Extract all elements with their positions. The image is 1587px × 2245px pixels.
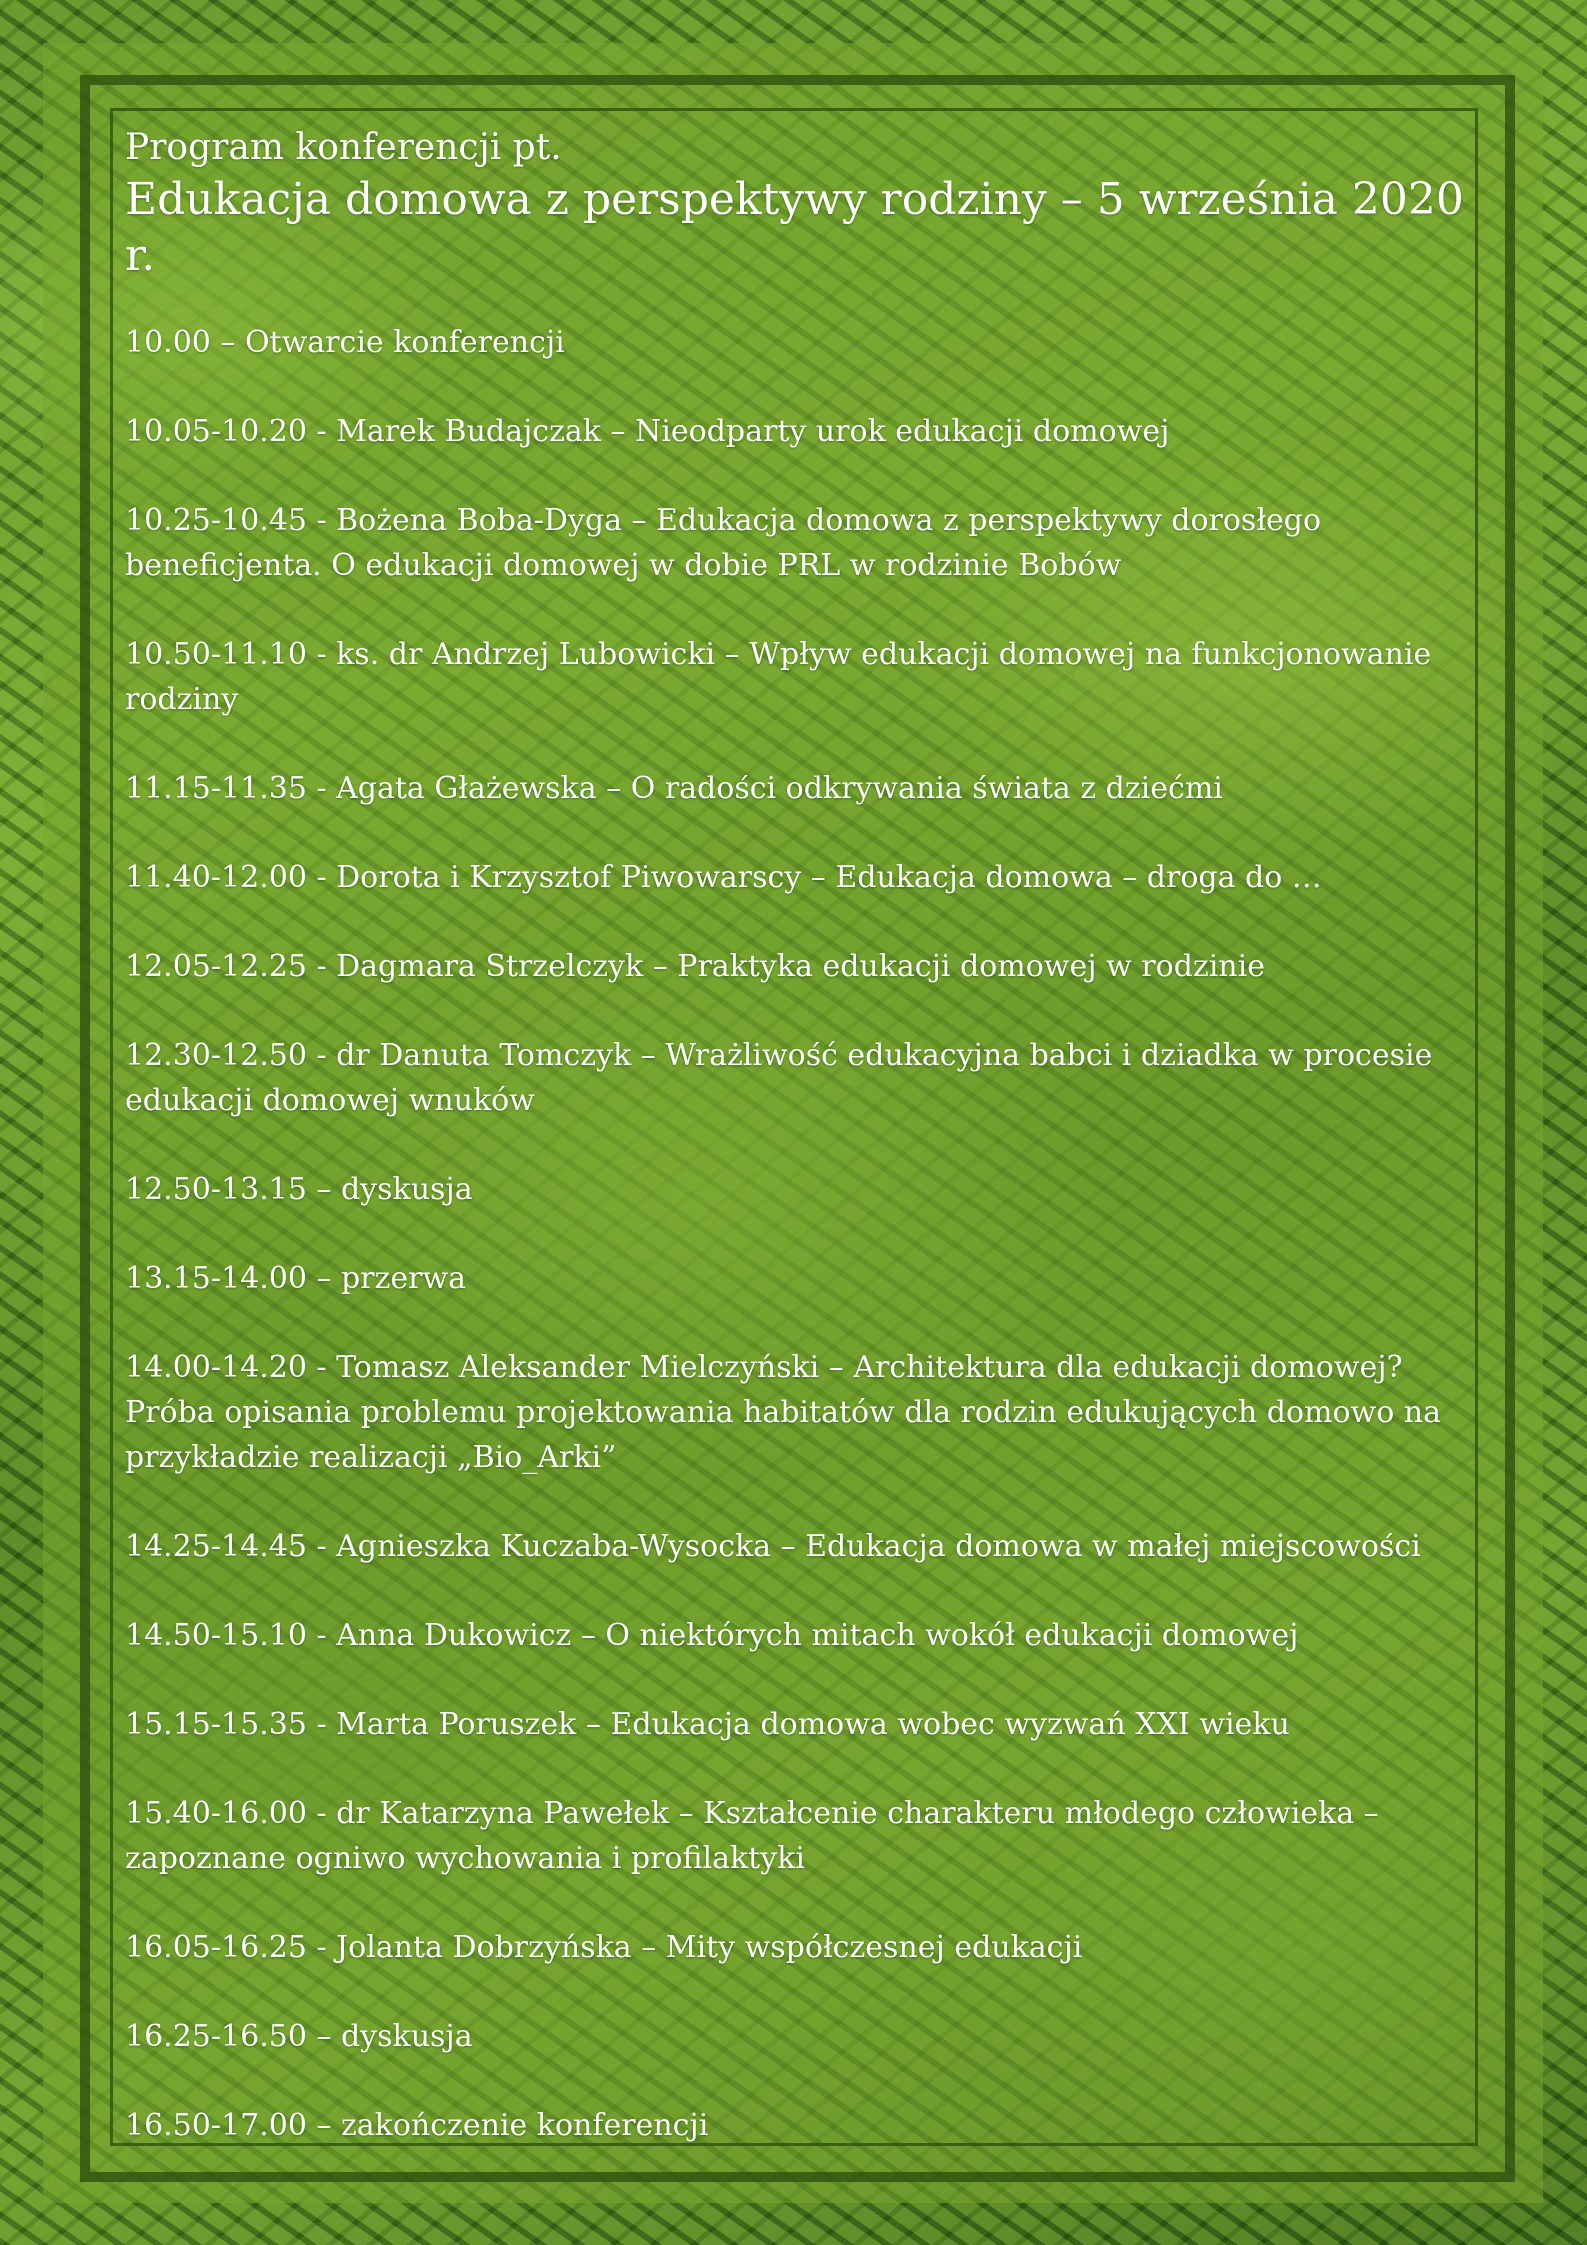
program-item: 16.25-16.50 – dyskusja [125, 2019, 473, 2054]
program-item: 15.40-16.00 - dr Katarzyna Pawełek – Kształcenie charakteru młodego człowieka – zapoznane ogniwo wychowania i profilaktyki [125, 1796, 1379, 1876]
program-item: 16.50-17.00 – zakończenie konferencji [125, 2108, 709, 2143]
program-subtitle: Program konferencji pt. [125, 127, 562, 168]
program-item: 11.15-11.35 - Agata Głażewska – O radości odkrywania świata z dziećmi [125, 771, 1223, 806]
program-item: 16.05-16.25 - Jolanta Dobrzyńska – Mity współczesnej edukacji [125, 1930, 1083, 1965]
program-item: 14.00-14.20 - Tomasz Aleksander Mielczyński – Architektura dla edukacji domowej? Próba opisania problemu projektowania habitatów dla rodzin edukujących domowo na przykładzie realizacji „Bio_Arki” [125, 1350, 1442, 1475]
program-item: 10.50-11.10 - ks. dr Andrzej Lubowicki – Wpływ edukacji domowej na funkcjonowanie rodziny [125, 637, 1432, 717]
program-item: 10.25-10.45 - Bożena Boba-Dyga – Edukacja domowa z perspektywy dorosłego beneficjenta. O edukacji domowej w dobie PRL w rodzinie Bobów [125, 503, 1322, 583]
program-list [125, 320, 1465, 2148]
program-item: 15.15-15.35 - Marta Poruszek – Edukacja domowa wobec wyzwań XXI wieku [125, 1707, 1290, 1742]
program-item: 12.50-13.15 – dyskusja [125, 1172, 473, 1207]
program-item: 14.50-15.10 - Anna Dukowicz – O niektórych mitach wokół edukacji domowej [125, 1618, 1299, 1653]
program-item: 14.25-14.45 - Agnieszka Kuczaba-Wysocka – Edukacja domowa w małej miejscowości [125, 1529, 1421, 1564]
program-item: 12.05-12.25 - Dagmara Strzelczyk – Praktyka edukacji domowej w rodzinie [125, 949, 1265, 984]
program-item: 12.30-12.50 - dr Danuta Tomczyk – Wrażliwość edukacyjna babci i dziadka w procesie edukacji domowej wnuków [125, 1038, 1433, 1118]
program-item: 13.15-14.00 – przerwa [125, 1261, 466, 1296]
program-item: 10.00 – Otwarcie konferencji [125, 325, 565, 360]
conference-title: Edukacja domowa z perspektywy rodziny – 5 września 2020 r. [125, 174, 1464, 281]
program-item: 11.40-12.00 - Dorota i Krzysztof Piwowarscy – Edukacja domowa – droga do … [125, 860, 1322, 895]
program-item: 10.05-10.20 - Marek Budajczak – Nieodparty urok edukacji domowej [125, 414, 1170, 449]
program-content [125, 124, 1465, 2148]
